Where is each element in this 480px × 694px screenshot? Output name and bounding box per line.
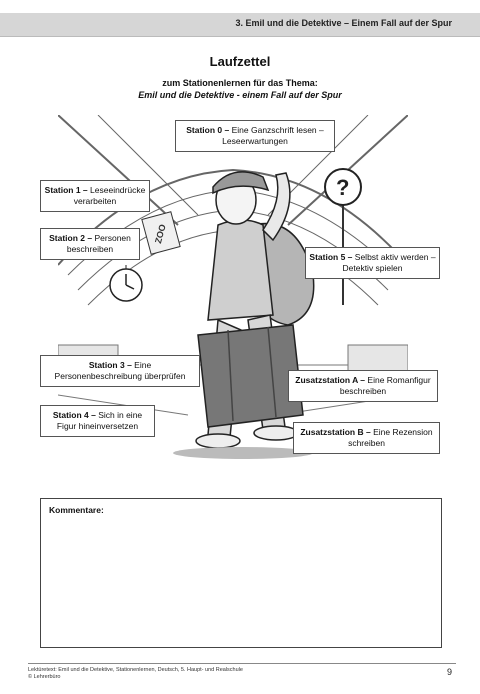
station-text: Personen beschreiben bbox=[66, 233, 131, 254]
station-text: Eine Romanfigur beschreiben bbox=[339, 375, 431, 396]
station-label: Station 2 – bbox=[49, 233, 93, 243]
zusatzstation-b-box bbox=[293, 422, 440, 454]
comments-box bbox=[40, 498, 442, 648]
header-title: 3. Emil und die Detektive – Einem Fall auf der Spur bbox=[235, 18, 452, 28]
station-label: Station 0 – bbox=[186, 125, 230, 135]
station-5-box bbox=[305, 247, 440, 279]
svg-text:?: ? bbox=[336, 175, 350, 200]
station-text: Sich in eine Figur hineinversetzen bbox=[56, 410, 143, 431]
station-label: Zusatzstation B – bbox=[300, 427, 371, 437]
subtitle-line-2: Emil und die Detektive - einem Fall auf der Spur bbox=[138, 90, 342, 100]
station-3-box bbox=[40, 355, 200, 387]
station-1-box bbox=[40, 180, 150, 212]
station-0-box bbox=[175, 120, 335, 152]
page-subtitle bbox=[0, 77, 480, 101]
station-text: Selbst aktiv werden – Detektiv spielen bbox=[342, 252, 436, 273]
station-label: Station 3 – bbox=[88, 360, 132, 370]
zusatzstation-a-box bbox=[288, 370, 438, 402]
footer-credits bbox=[28, 667, 243, 681]
station-label: Zusatzstation A – bbox=[295, 375, 366, 385]
station-label: Station 5 – bbox=[309, 252, 353, 262]
footer-line-2: © Lehrerbüro bbox=[28, 674, 61, 680]
station-text: Eine Ganzschrift lesen – Leseerwartungen bbox=[222, 125, 324, 146]
svg-text:ZOO: ZOO bbox=[153, 223, 168, 245]
station-4-box bbox=[40, 405, 155, 437]
station-text: Eine Rezension schreiben bbox=[348, 427, 433, 448]
station-label: Station 1 – bbox=[44, 185, 88, 195]
station-text: Eine Personenbeschreibung überprüfen bbox=[54, 360, 186, 381]
header-bar bbox=[0, 13, 480, 37]
boy-figure bbox=[173, 172, 314, 459]
footer-line-1: Lektüretext: Emil und die Detektive, Stationenlernen, Deutsch, 5. Haupt- und Realschule bbox=[28, 667, 243, 673]
subtitle-line-1: zum Stationenlernen für das Thema: bbox=[162, 78, 318, 88]
footer-divider bbox=[28, 663, 456, 664]
page-number: 9 bbox=[446, 667, 452, 677]
station-label: Station 4 – bbox=[52, 410, 96, 420]
station-sign bbox=[142, 212, 180, 255]
station-2-box bbox=[40, 228, 140, 260]
station-text: Leseeindrücke verarbeiten bbox=[73, 185, 146, 206]
clock-icon bbox=[110, 265, 142, 301]
page-title: Laufzettel bbox=[209, 54, 271, 69]
comments-label: Kommentare: bbox=[49, 505, 104, 515]
